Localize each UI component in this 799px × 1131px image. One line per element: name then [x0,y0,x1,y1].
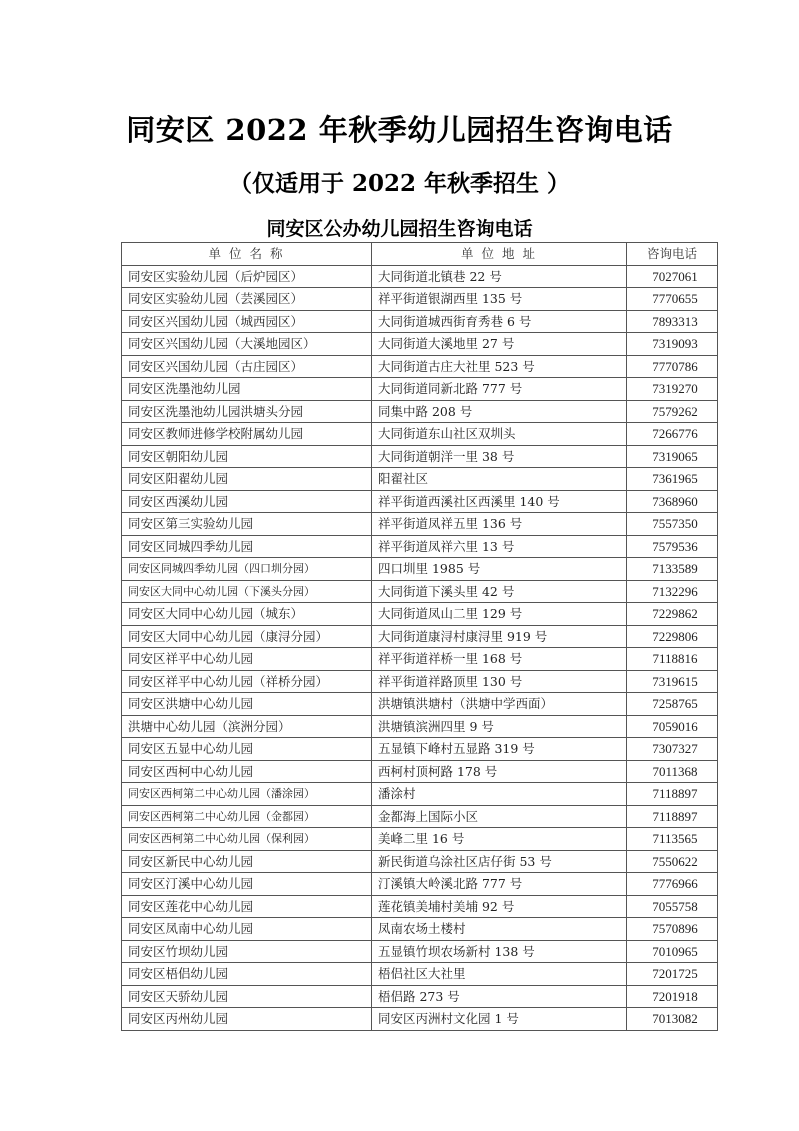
table-row [122,670,718,693]
table-row [122,625,718,648]
kindergarten-name: 同安区兴国幼儿园（大溪地园区） [122,333,372,356]
kindergarten-name: 同安区第三实验幼儿园 [122,513,372,536]
table-row [122,918,718,941]
kindergarten-phone: 7133589 [627,558,718,581]
kindergarten-phone: 7319270 [627,378,718,401]
kindergarten-address: 大同街道康浔村康浔里 919 号 [372,625,627,648]
kindergarten-name: 同安区朝阳幼儿园 [122,445,372,468]
kindergarten-address: 莲花镇美埔村美埔 92 号 [372,895,627,918]
kindergarten-phone: 7258765 [627,693,718,716]
table-row [122,895,718,918]
kindergarten-name: 同安区梧侣幼儿园 [122,963,372,986]
kindergarten-name: 同安区竹坝幼儿园 [122,940,372,963]
kindergarten-address: 大同街道凤山二里 129 号 [372,603,627,626]
kindergarten-name: 同安区西柯第二中心幼儿园（潘涂园） [122,783,372,806]
kindergarten-name: 同安区丙州幼儿园 [122,1008,372,1031]
table-row [122,693,718,716]
kindergarten-name: 同安区教师进修学校附属幼儿园 [122,423,372,446]
kindergarten-address: 同安区丙洲村文化园 1 号 [372,1008,627,1031]
kindergarten-name: 同安区洗墨池幼儿园 [122,378,372,401]
kindergarten-phone: 7361965 [627,468,718,491]
kindergarten-name: 同安区西柯第二中心幼儿园（金都园） [122,805,372,828]
kindergarten-name: 同安区西溪幼儿园 [122,490,372,513]
kindergarten-name: 同安区西柯第二中心幼儿园（保利园） [122,828,372,851]
table-row [122,940,718,963]
kindergarten-name: 同安区莲花中心幼儿园 [122,895,372,918]
header-phone: 咨询电话 [627,243,718,266]
kindergarten-address: 梧侣路 273 号 [372,985,627,1008]
kindergarten-phone: 7027061 [627,265,718,288]
kindergarten-phone: 7319093 [627,333,718,356]
kindergarten-name: 同安区祥平中心幼儿园 [122,648,372,671]
kindergarten-phone: 7368960 [627,490,718,513]
kindergarten-table [121,242,718,1031]
kindergarten-phone: 7579262 [627,400,718,423]
kindergarten-name: 同安区实验幼儿园（芸溪园区） [122,288,372,311]
kindergarten-phone: 7776966 [627,873,718,896]
kindergarten-phone: 7113565 [627,828,718,851]
kindergarten-phone: 7055758 [627,895,718,918]
table-header-row [122,243,718,266]
kindergarten-address: 美峰二里 16 号 [372,828,627,851]
kindergarten-phone: 7201725 [627,963,718,986]
kindergarten-phone: 7307327 [627,738,718,761]
kindergarten-name: 同安区阳翟幼儿园 [122,468,372,491]
table-row [122,783,718,806]
kindergarten-phone: 7229862 [627,603,718,626]
kindergarten-phone: 7557350 [627,513,718,536]
kindergarten-phone: 7118897 [627,805,718,828]
table-row [122,468,718,491]
table-row [122,850,718,873]
kindergarten-address: 祥平街道祥桥一里 168 号 [372,648,627,671]
table-row [122,333,718,356]
kindergarten-name: 同安区汀溪中心幼儿园 [122,873,372,896]
table-row [122,310,718,333]
kindergarten-address: 大同街道朝洋一里 38 号 [372,445,627,468]
kindergarten-phone: 7118816 [627,648,718,671]
kindergarten-name: 同安区兴国幼儿园（古庄园区） [122,355,372,378]
table-row [122,355,718,378]
kindergarten-address: 五显镇竹坝农场新村 138 号 [372,940,627,963]
kindergarten-phone: 7118897 [627,783,718,806]
kindergarten-phone: 7893313 [627,310,718,333]
kindergarten-phone: 7201918 [627,985,718,1008]
kindergarten-address: 祥平街道银湖西里 135 号 [372,288,627,311]
table-row [122,738,718,761]
table-row [122,288,718,311]
kindergarten-phone: 7550622 [627,850,718,873]
kindergarten-phone: 7770786 [627,355,718,378]
kindergarten-address: 祥平街道西溪社区西溪里 140 号 [372,490,627,513]
page-subtitle: （仅适用于 2022 年秋季招生 ） [228,170,571,197]
kindergarten-name: 同安区祥平中心幼儿园（祥桥分园） [122,670,372,693]
table-row [122,423,718,446]
page-title: 同安区 2022 年秋季幼儿园招生咨询电话 [126,113,673,147]
kindergarten-phone: 7013082 [627,1008,718,1031]
kindergarten-address: 阳翟社区 [372,468,627,491]
table-row [122,445,718,468]
kindergarten-name: 同安区同城四季幼儿园 [122,535,372,558]
kindergarten-name: 同安区五显中心幼儿园 [122,738,372,761]
kindergarten-address: 四口圳里 1985 号 [372,558,627,581]
table-row [122,535,718,558]
kindergarten-phone: 7579536 [627,535,718,558]
kindergarten-name: 同安区西柯中心幼儿园 [122,760,372,783]
kindergarten-address: 洪塘镇洪塘村（洪塘中学西面） [372,693,627,716]
kindergarten-address: 大同街道城西街育秀巷 6 号 [372,310,627,333]
table-row [122,873,718,896]
table-row [122,715,718,738]
kindergarten-name: 同安区大同中心幼儿园（城东） [122,603,372,626]
kindergarten-address: 潘涂村 [372,783,627,806]
kindergarten-address: 祥平街道凤祥六里 13 号 [372,535,627,558]
kindergarten-phone: 7319065 [627,445,718,468]
table-row [122,490,718,513]
table-row [122,580,718,603]
kindergarten-address: 祥平街道凤祥五里 136 号 [372,513,627,536]
kindergarten-phone: 7319615 [627,670,718,693]
kindergarten-address: 大同街道下溪头里 42 号 [372,580,627,603]
table-row [122,985,718,1008]
kindergarten-address: 大同街道古庄大社里 523 号 [372,355,627,378]
kindergarten-address: 金都海上国际小区 [372,805,627,828]
kindergarten-phone: 7570896 [627,918,718,941]
header-name: 单 位 名 称 [122,243,372,266]
kindergarten-name: 同安区洗墨池幼儿园洪塘头分园 [122,400,372,423]
table-row [122,603,718,626]
kindergarten-address: 汀溪镇大岭溪北路 777 号 [372,873,627,896]
kindergarten-phone: 7010965 [627,940,718,963]
kindergarten-name: 同安区大同中心幼儿园（下溪头分园） [122,580,372,603]
kindergarten-phone: 7266776 [627,423,718,446]
kindergarten-name: 同安区新民中心幼儿园 [122,850,372,873]
table-row [122,648,718,671]
table-row [122,760,718,783]
kindergarten-address: 同集中路 208 号 [372,400,627,423]
kindergarten-phone: 7229806 [627,625,718,648]
kindergarten-name: 同安区大同中心幼儿园（康浔分园） [122,625,372,648]
table-row [122,963,718,986]
table-row [122,378,718,401]
kindergarten-phone: 7770655 [627,288,718,311]
table-title: 同安区公办幼儿园招生咨询电话 [266,218,533,240]
table-row [122,805,718,828]
table-row [122,828,718,851]
kindergarten-address: 梧侣社区大社里 [372,963,627,986]
table-row [122,265,718,288]
kindergarten-address: 新民街道乌涂社区店仔街 53 号 [372,850,627,873]
kindergarten-address: 大同街道东山社区双圳头 [372,423,627,446]
kindergarten-address: 大同街道同新北路 777 号 [372,378,627,401]
kindergarten-name: 洪塘中心幼儿园（滨洲分园） [122,715,372,738]
kindergarten-address: 大同街道北镇巷 22 号 [372,265,627,288]
kindergarten-name: 同安区兴国幼儿园（城西园区） [122,310,372,333]
kindergarten-name: 同安区洪塘中心幼儿园 [122,693,372,716]
kindergarten-name: 同安区同城四季幼儿园（四口圳分园） [122,558,372,581]
kindergarten-name: 同安区天骄幼儿园 [122,985,372,1008]
kindergarten-address: 洪塘镇滨洲四里 9 号 [372,715,627,738]
kindergarten-address: 五显镇下峰村五显路 319 号 [372,738,627,761]
table-row [122,400,718,423]
kindergarten-address: 西柯村顶柯路 178 号 [372,760,627,783]
table-row [122,1008,718,1031]
kindergarten-address: 凤南农场土楼村 [372,918,627,941]
kindergarten-name: 同安区凤南中心幼儿园 [122,918,372,941]
kindergarten-phone: 7132296 [627,580,718,603]
kindergarten-phone: 7011368 [627,760,718,783]
kindergarten-address: 大同街道大溪地里 27 号 [372,333,627,356]
table-row [122,513,718,536]
kindergarten-name: 同安区实验幼儿园（后炉园区） [122,265,372,288]
kindergarten-phone: 7059016 [627,715,718,738]
table-body [122,265,718,1030]
table-row [122,558,718,581]
header-address: 单 位 地 址 [372,243,627,266]
kindergarten-address: 祥平街道祥路顶里 130 号 [372,670,627,693]
